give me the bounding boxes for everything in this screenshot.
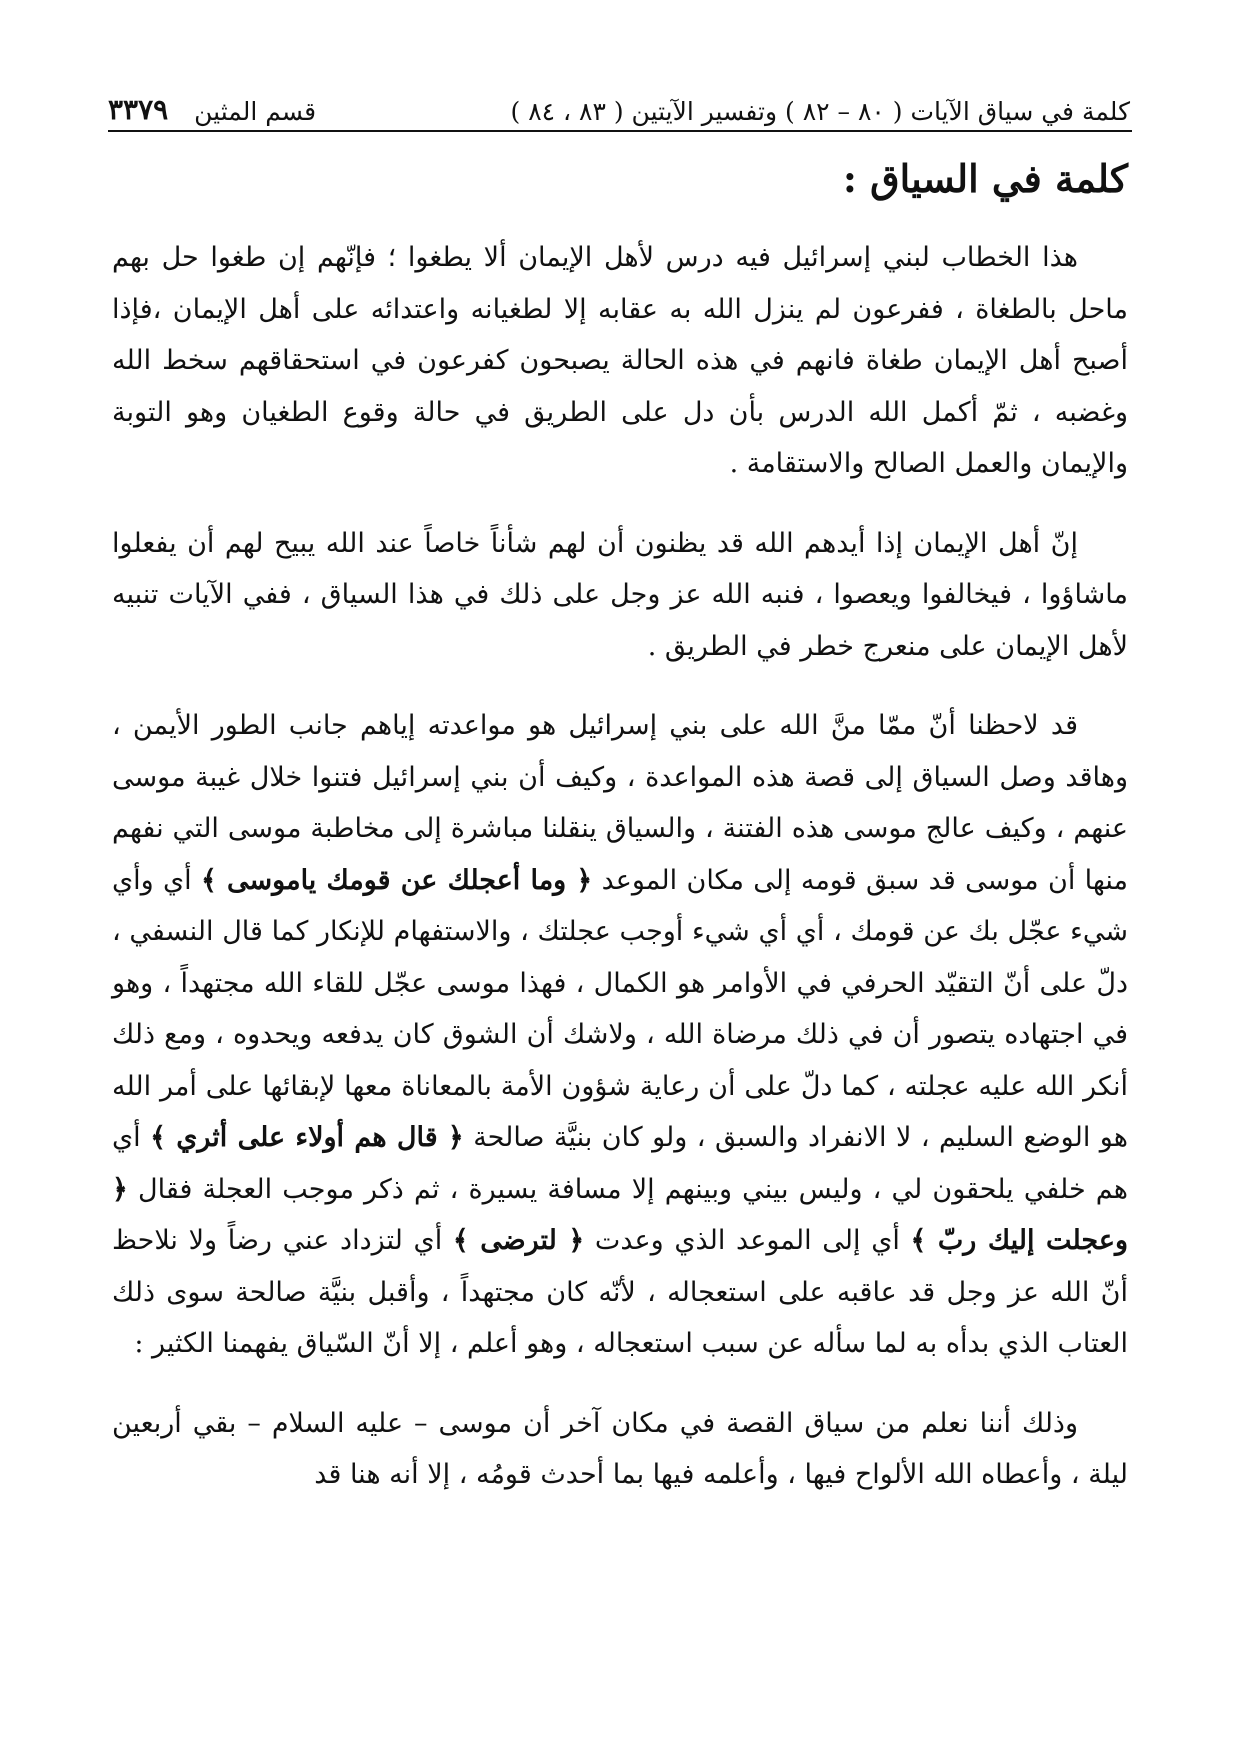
paragraph-2: إنّ أهل الإيمان إذا أيدهم الله قد يظنون أن لهم شأناً خاصاً عند الله يبيح لهم أن يفعلوا ماشاؤوا ، فيخالفوا ويعصوا ، فنبه الله عز وجل على ذلك في هذا السياق ، ففي الآيات تنبيه لأهل الإيمان على منعرج خطر في الطريق . xyxy=(112,527,1128,662)
chapter-title: كلمة في سياق الآيات ( ٨٠ – ٨٢ ) وتفسير الآيتين ( ٨٣ ، ٨٤ ) xyxy=(510,97,1130,126)
quran-verse-4: ﴿ لترضى ﴾ xyxy=(452,1225,585,1256)
paragraph-3 xyxy=(112,700,1128,1370)
header-rule xyxy=(108,130,1132,132)
header-left xyxy=(108,93,316,126)
paragraph-3-text-2: أي وأي شيء عجّل بك عن قومك ، أي أي شيء أوجب عجلتك ، والاستفهام للإنكار كما قال النسفي ، دلّ على أنّ التقيّد الحرفي في الأوامر هو الكمال ، فهذا موسى عجّل للقاء الله مجتهداً ، وهو في اجتهاده يتصور أن في ذلك مرضاة الله ، ولاشك أن الشوق كان يدفعه ويحدوه ، ومع ذلك أنكر الله عليه عجلته ، كما دلّ على أن رعاية شؤون الأمة بالمعاناة معها لإبقائها على أمر الله هو الوضع السليم ، لا الانفراد والسبق ، ولو كان بنيَّة صالحة xyxy=(112,864,1128,1153)
quran-verse-1: ﴿ وما أعجلك عن قومك ياموسى ﴾ xyxy=(201,864,593,896)
paragraph-3-text-3: أي هم خلفي يلحقون لي ، وليس بيني وبينهم إلا مسافة يسيرة ، ثم ذكر موجب العجلة فقال xyxy=(112,1122,1128,1205)
paragraph-3-text-5: أي لتزداد عني رضاً ولا نلاحظ أنّ الله عز وجل قد عاقبه على استعجاله ، لأنّه كان مجتهداً ، وأقبل بنيَّة صالحة سوى ذلك العتاب الذي بدأه به لما سأله عن سبب استعجاله ، وهو أعلم ، إلا أنّ السّياق يفهمنا الكثير : xyxy=(112,1225,1128,1359)
paragraph-3-text-1: قد لاحظنا أنّ ممّا منَّ الله على بني إسرائيل هو مواعدته إياهم جانب الطور الأيمن ، وهاقد وصل السياق إلى قصة هذه المواعدة ، وكيف أن بني إسرائيل فتنوا خلال غيبة موسى عنهم ، وكيف عالج موسى هذه الفتنة ، والسياق ينقلنا مباشرة إلى مخاطبة موسى التي نفهم منها أن موسى قد سبق قومه إلى مكان الموعد xyxy=(112,710,1128,896)
quran-verse-2: ﴿ قال هم أولاء على أثري ﴾ xyxy=(150,1122,464,1153)
quran-verse-3: ﴿ وعجلت إليك ربّ ﴾ xyxy=(112,1173,1128,1256)
section-name: قسم المثين xyxy=(194,97,317,126)
page-number: ٣٣٧٩ xyxy=(108,93,169,126)
running-header xyxy=(108,86,1130,126)
paragraph-4: وذلك أننا نعلم من سياق القصة في مكان آخر أن موسى – عليه السلام – بقي أربعين ليلة ، وأعطاه الله الألواح فيها ، وأعلمه فيها بما أحدث قومُه ، إلا أنه هنا قد xyxy=(112,1407,1128,1490)
paragraph-3-text-4: أي إلى الموعد الذي وعدت xyxy=(594,1225,900,1256)
section-heading: كلمة في السياق : xyxy=(842,156,1128,201)
body-text xyxy=(112,232,1128,1529)
paragraph-1: هذا الخطاب لبني إسرائيل فيه درس لأهل الإيمان ألا يطغوا ؛ فإنّهم إن طغوا حل بهم ماحل بالطغاة ، ففرعون لم ينزل الله به عقابه إلا لطغيانه واعتدائه على أهل الإيمان ،فإذا أصبح أهل الإيمان طغاة فانهم في هذه الحالة يصبحون كفرعون في استحقاقهم سخط الله وغضبه ، ثمّ أكمل الله الدرس بأن دل على الطريق في حالة وقوع الطغيان وهو التوبة والإيمان والعمل الصالح والاستقامة . xyxy=(112,242,1128,479)
